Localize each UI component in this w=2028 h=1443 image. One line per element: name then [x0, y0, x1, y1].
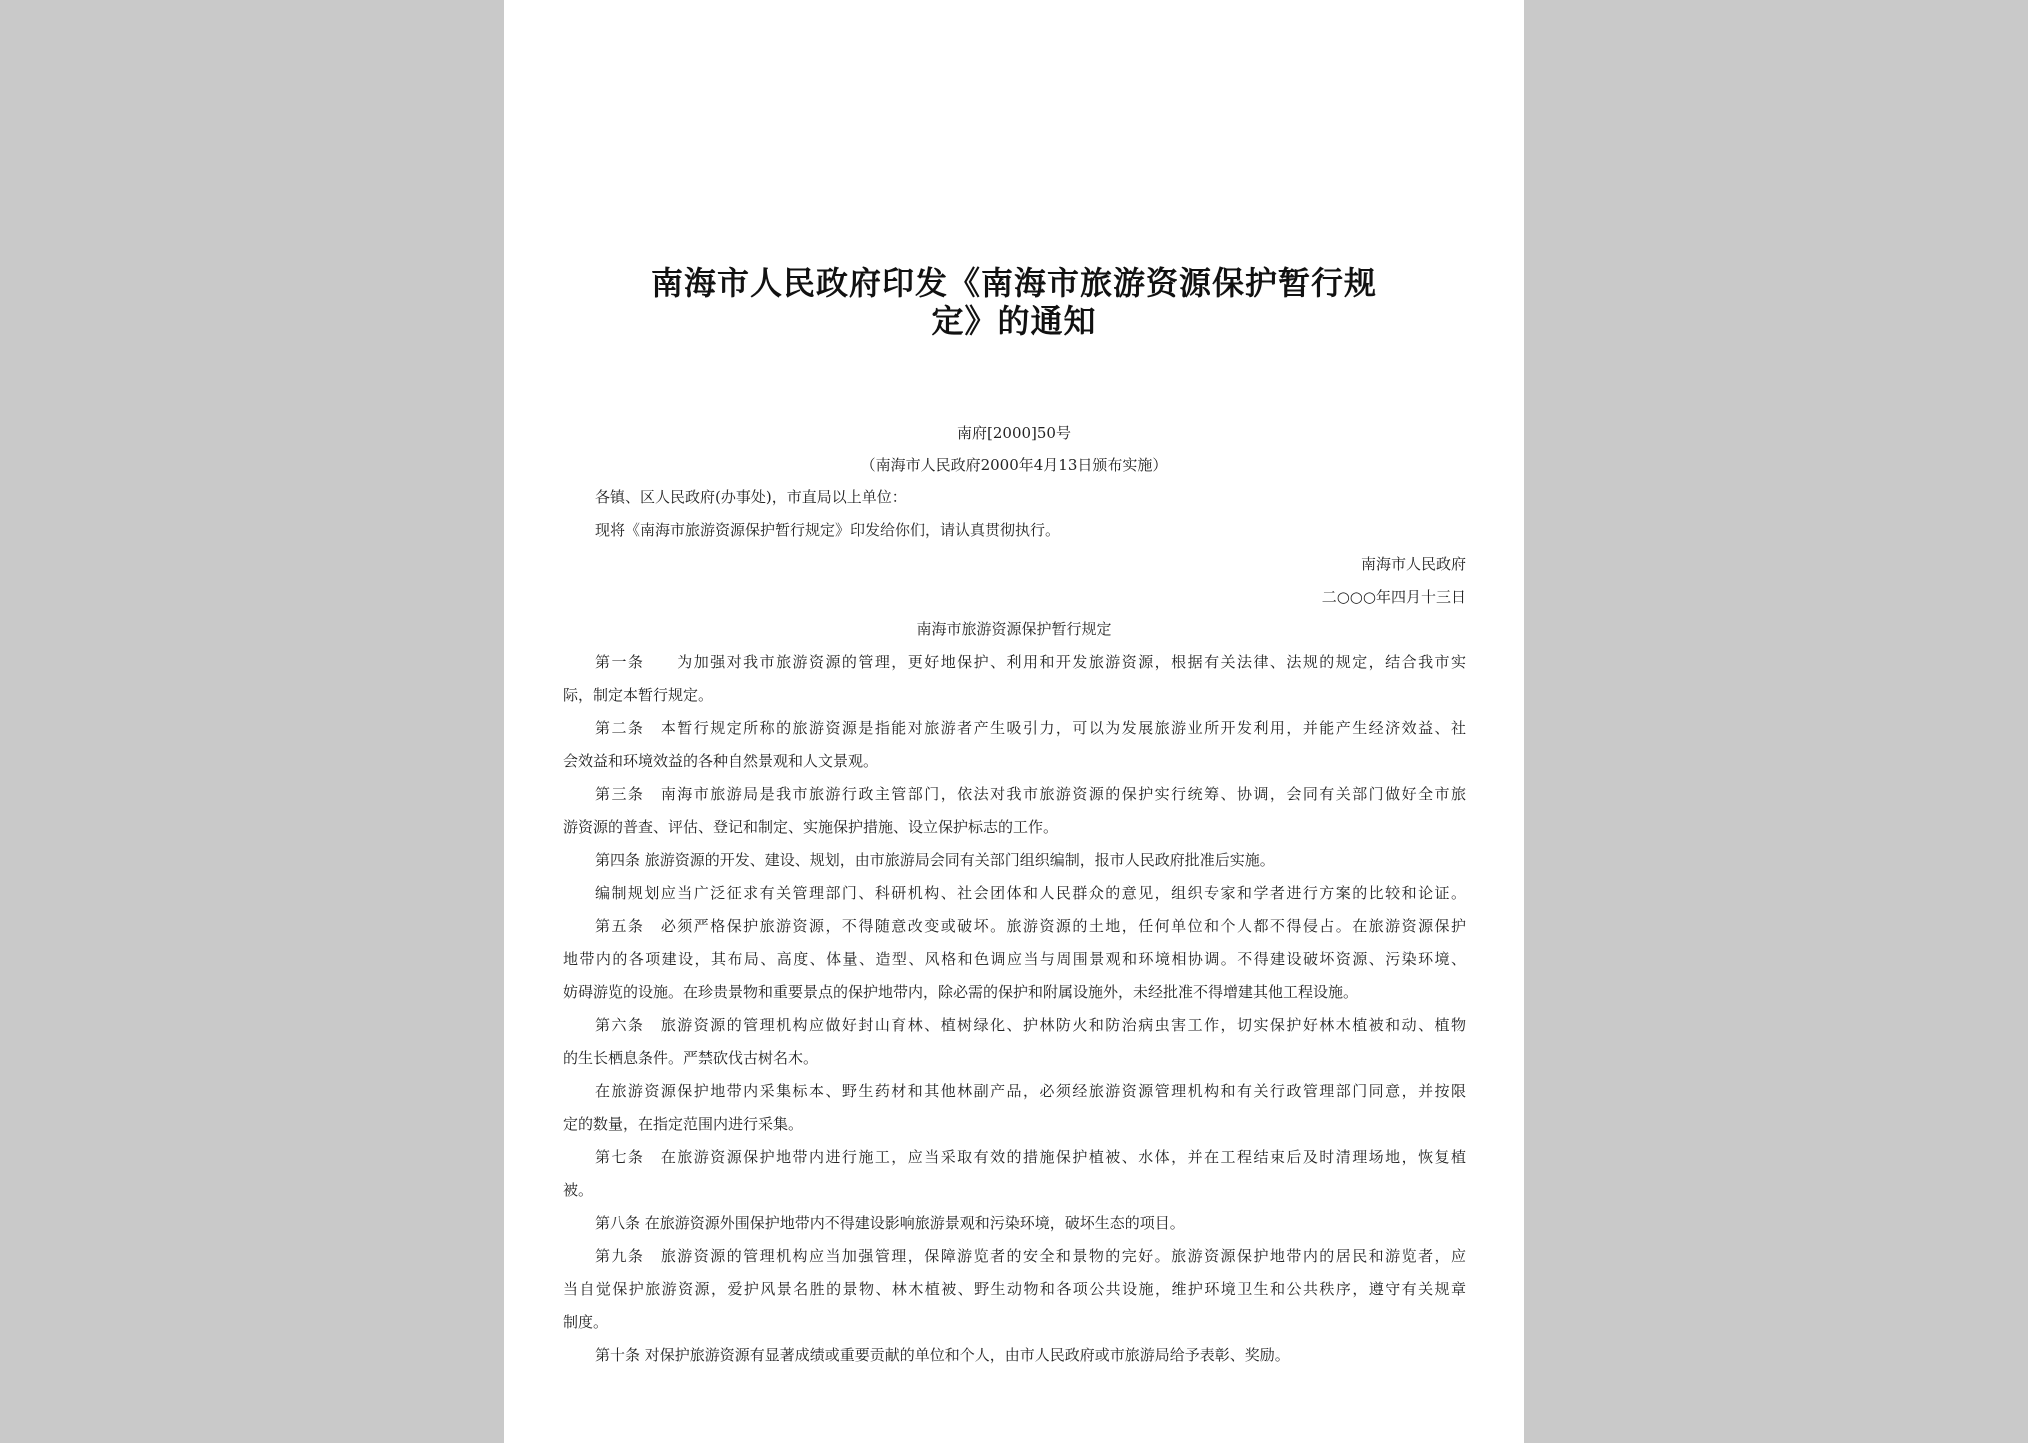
body-line: 第四条 旅游资源的开发、建设、规划，由市旅游局会同有关部门组织编制，报市人民政府批准后实施。 [595, 851, 1275, 869]
body-line: 定的数量，在指定范围内进行采集。 [563, 1115, 804, 1133]
body-line: 的生长栖息条件。严禁砍伐古树名木。 [563, 1049, 819, 1067]
issue-note: （南海市人民政府2000年4月13日颁布实施） [860, 456, 1168, 474]
body-line: 际，制定本暂行规定。 [563, 686, 714, 704]
body-line: 游资源的普查、评估、登记和制定、实施保护措施、设立保护标志的工作。 [563, 818, 1059, 836]
body-line: 编制规划应当广泛征求有关管理部门、科研机构、社会团体和人民群众的意见，组织专家和学者进行方案的比较和论证。 [595, 884, 1466, 902]
body-line: 第五条 必须严格保护旅游资源，不得随意改变或破坏。旅游资源的土地，任何单位和个人都不得侵占。在旅游资源保护 [595, 917, 1466, 935]
body-line: 第九条 旅游资源的管理机构应当加强管理，保障游览者的安全和景物的完好。旅游资源保护地带内的居民和游览者，应 [595, 1247, 1466, 1265]
body-line: 妨碍游览的设施。在珍贵景物和重要景点的保护地带内，除必需的保护和附属设施外，未经批准不得增建其他工程设施。 [563, 983, 1359, 1001]
signatory: 南海市人民政府 [1360, 555, 1466, 573]
body-line: 第一条 为加强对我市旅游资源的管理，更好地保护、利用和开发旅游资源，根据有关法律、法规的规定，结合我市实 [595, 653, 1466, 671]
document-title-line-1: 南海市人民政府印发《南海市旅游资源保护暂行规 [650, 264, 1377, 302]
regulation-title: 南海市旅游资源保护暂行规定 [916, 620, 1112, 638]
body-line: 在旅游资源保护地带内采集标本、野生药材和其他林副产品，必须经旅游资源管理机构和有关行政管理部门同意，并按限 [595, 1082, 1466, 1100]
document-title-line-2: 定》的通知 [931, 302, 1097, 340]
document-number: 南府[2000]50号 [957, 424, 1071, 442]
body-line: 第七条 在旅游资源保护地带内进行施工，应当采取有效的措施保护植被、水体，并在工程结束后及时清理场地，恢复植 [595, 1148, 1466, 1166]
body-line: 第十条 对保护旅游资源有显著成绩或重要贡献的单位和个人，由市人民政府或市旅游局给予表彰、奖励。 [595, 1346, 1290, 1364]
body-line: 第二条 本暂行规定所称的旅游资源是指能对旅游者产生吸引力，可以为发展旅游业所开发利用，并能产生经济效益、社 [595, 719, 1466, 737]
body-line: 第八条 在旅游资源外围保护地带内不得建设影响旅游景观和污染环境，破坏生态的项目。 [595, 1214, 1185, 1232]
body-line: 当自觉保护旅游资源，爱护风景名胜的景物、林木植被、野生动物和各项公共设施，维护环境卫生和公共秩序，遵守有关规章 [563, 1280, 1466, 1298]
body-line: 地带内的各项建设，其布局、高度、体量、造型、风格和色调应当与周围景观和环境相协调。不得建设破坏资源、污染环境、 [563, 950, 1466, 968]
body-line: 制度。 [563, 1313, 609, 1331]
addressee: 各镇、区人民政府(办事处)，市直局以上单位： [595, 488, 907, 506]
body-line: 被。 [563, 1181, 594, 1199]
body-line: 会效益和环境效益的各种自然景观和人文景观。 [563, 752, 879, 770]
notice-text: 现将《南海市旅游资源保护暂行规定》印发给你们，请认真贯彻执行。 [595, 521, 1061, 539]
body-line: 第三条 南海市旅游局是我市旅游行政主管部门，依法对我市旅游资源的保护实行统筹、协调，会同有关部门做好全市旅 [595, 785, 1466, 803]
document-page [504, 0, 1524, 1443]
body-line: 第六条 旅游资源的管理机构应做好封山育林、植树绿化、护林防火和防治病虫害工作，切实保护好林木植被和动、植物 [595, 1016, 1466, 1034]
sign-date: 二○○○年四月十三日 [1321, 588, 1466, 606]
